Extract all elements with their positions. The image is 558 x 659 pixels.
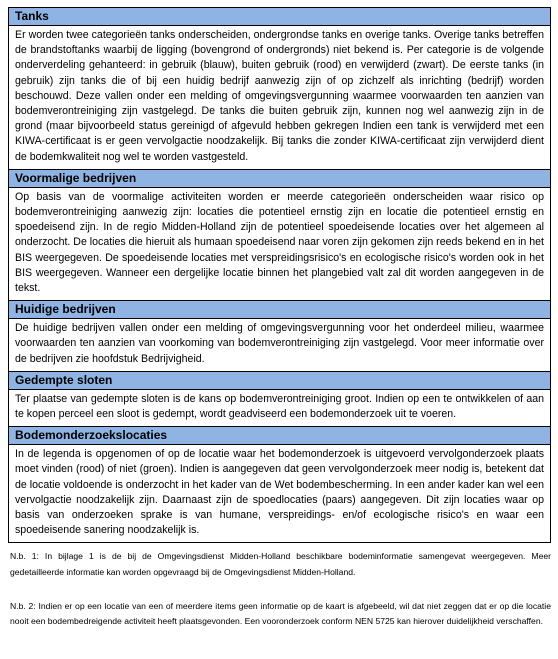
footnote-2: N.b. 2: Indien er op een locatie van een of meerdere items geen informatie op de kaart is afgebeeld, wil dat niet zeggen dat er op die locatie nooit een bodembedreigende activiteit heeft plaatsgevonden. Een vooronderzoek conform NEN 5725 kan hierover duidelijkheid verschaffen. — [10, 600, 551, 627]
section-text-huidige-bedrijven: De huidige bedrijven vallen onder een melding of omgevingsvergunning voor het onderdeel milieu, waarmee voorwaarden ten aanzien van voorkoming van bodemverontreiniging zijn vastgelegd. Voor meer informatie over de bedrijven zie hoofdstuk Bedrijvigheid. — [15, 322, 544, 365]
section-title-bodemonderzoekslocaties: Bodemonderzoekslocaties — [9, 426, 550, 445]
section-text-gedempte-sloten: Ter plaatse van gedempte sloten is de kans op bodemverontreiniging groot. Indien op een te ontwikkelen of aan te kopen perceel een sloot is gedempt, wordt geadviseerd een bodemonderzoek uit te voeren. — [15, 392, 544, 421]
info-table — [8, 7, 551, 543]
footnote-1: N.b. 1: In bijlage 1 is de bij de Omgevingsdienst Midden-Holland beschikbare bodeminformatie samengevat weergegeven. Meer gedetailleerde informatie kan worden opgevraagd bij de Omgevingsdienst Midden-Holland. — [10, 551, 551, 578]
section-title-huidige-bedrijven: Huidige bedrijven — [9, 300, 550, 319]
section-text-voormalige-bedrijven: Op basis van de voormalige activiteiten worden er meerde categorieën onderscheiden waar risico op bodemverontreiniging aanwezig zijn: locaties die potentieel ernstig zijn en locatie die potentieel ernstig en spoedeisend zijn. In de regio Midden-Holland zijn de potentieel spoedeisende locaties over het algemeen al onderzocht. De locaties die hieruit als humaan spoedeisend naar voren zijn gekomen zijn reeds bekend en in het BIS weergegeven. De spoedeisende locaties met verspreidingsrisico's en ecologische risico's worden ook in het BIS weergegeven. Wanneer een dergelijke locatie binnen het plangebied valt zal dit worden aangegeven in de tekst. — [15, 190, 544, 295]
document — [8, 7, 551, 630]
section-title-tanks: Tanks — [9, 8, 550, 26]
section-text-bodemonderzoekslocaties: In de legenda is opgenomen of op de locatie waar het bodemonderzoek is uitgevoerd vervolgonderzoek plaats moet vinden (rood) of niet (groen). Indien is aangegeven dat geen vervolgonderzoek meer nodig is, betekent dat de locatie voldoende is onderzocht in het kader van de Wet bodembescherming. In een ander kader kan wel een vervolgactie noodzakelijk zijn. Daarnaast zijn de spoedlocaties (paars) aangegeven. Dit zijn locaties waar op basis van onderzoeken sprake is van humane, verspreidings- en/of ecologische risico's en waar een spoedeisende sanering noodzakelijk is. — [15, 448, 544, 537]
footnotes — [8, 549, 551, 629]
section-title-gedempte-sloten: Gedempte sloten — [9, 371, 550, 390]
section-text-tanks: Er worden twee categorieën tanks onderscheiden, ondergrondse tanks en overige tanks. Overige tanks betreffen de brandstoftanks waarbij de ligging (bovengrond of ondergronds) niet bekend is. Per categorie is de volgende onderverdeling gehanteerd: in gebruik (blauw), buiten gebruik (rood) en verwijderd (zwart). De eerste tanks (in gebruik) zijn tanks die of bij een huidig bedrijf aanwezig zijn of op zichzelf als inrichting (bedrijf) worden beschouwd. Deze vallen onder een melding of omgevingsvergunning waarmee voorwaarden ten aanzien van bodemverontreiniging zijn vastgelegd. De tanks die buiten gebruik zijn, kunnen nog wel aanwezig zijn in de grond (maar bijvoorbeeld status gereinigd of afgevuld hebben gekregen Indien een tank is verwijderd met een KIWA-certificaat is er geen vervolgactie noodzakelijk. Bij tanks die zonder KIWA-certificaat zijn verwijderd dient de bodemkwaliteit nog wel te worden vastgesteld. — [15, 29, 544, 163]
section-title-voormalige-bedrijven: Voormalige bedrijven — [9, 169, 550, 188]
